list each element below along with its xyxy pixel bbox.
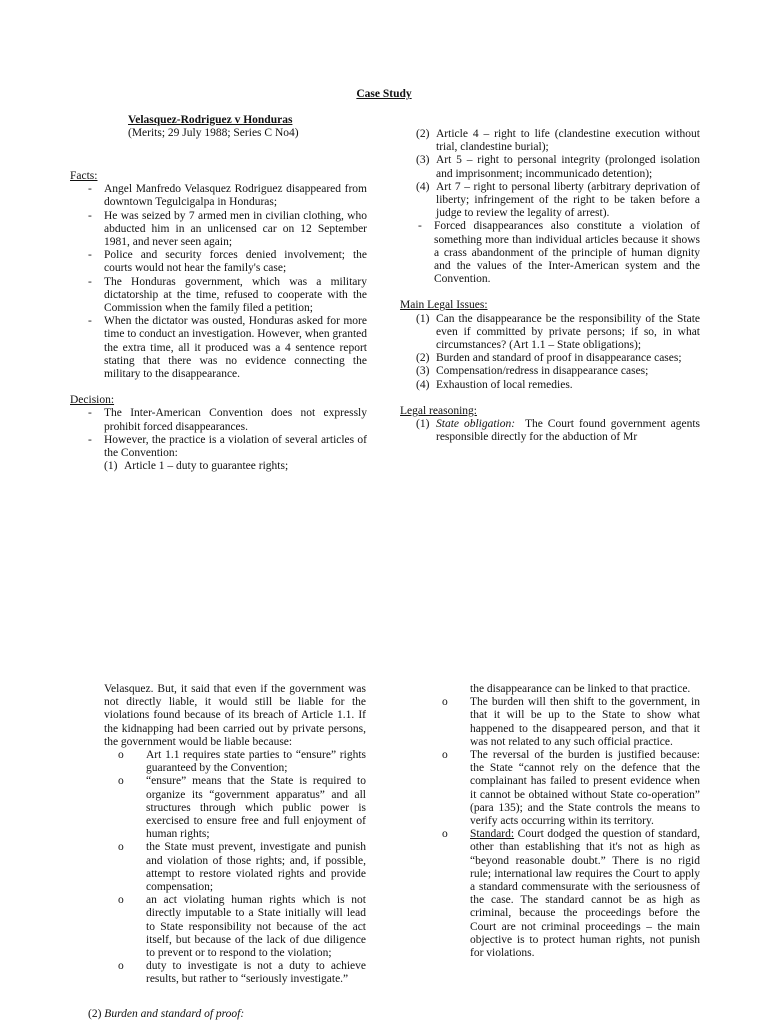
list-item: o an act violating human rights which is not directly imputable to a State initially will lead to State responsibility not because of the act itself, but because of the lack of due diligence to prevent or to respond to the violation; (100, 894, 366, 960)
list-item: - Forced disappearances also constitute a violation of something more than individual articles because it shows a crass abandonment of the principle of human dignity and the values of the Inter-American system and the Convention. (400, 220, 700, 286)
page-title: Case Study (356, 88, 412, 100)
decision-sub-list (70, 460, 367, 473)
legal-reasoning-list (400, 418, 700, 444)
case-citation: (Merits; 29 July 1988; Series C No4) (128, 127, 299, 140)
list-item: (4) Exhaustion of local remedies. (416, 378, 573, 391)
list-item: - The Honduras government, which was a military dictatorship at the time, refused to cooperate with the Commission when the family filed a petition; (70, 276, 367, 316)
ensure-list (100, 749, 366, 987)
list-item: (3) Art 5 – right to personal integrity (prolonged isolation and imprisonment; incommunicado detention); (416, 154, 700, 180)
facts-list (70, 183, 367, 381)
state-obligation-label: State obligation: (436, 418, 516, 431)
list-item: - Angel Manfredo Velasquez Rodriguez disappeared from downtown Tegulcigalpa in Honduras; (70, 183, 367, 209)
right-dash-list (400, 220, 700, 286)
facts-heading: Facts: (70, 170, 98, 182)
list-item: (1) Can the disappearance be the responsibility of the State even if committed by private persons; if so, in what circumstances? (Art 1.1 – State obligations); (416, 312, 700, 352)
continued-text: the disappearance can be linked to that practice. (470, 683, 691, 695)
list-item: o Standard: Court dodged the question of standard, other than establishing that it's not as high as “beyond reasonable doubt.” There is no rigid rule; international law requires the Court to apply a standard commensurate with the seriousness of the case. The standard cannot be as high as criminal, because the proceedings before the Court are not criminal proceedings – the main objective is to protect human rights, not punish for violations. (424, 828, 700, 960)
standard-label: Standard: (470, 828, 515, 841)
list-item: (3) Compensation/redress in disappearance cases; (416, 365, 649, 378)
list-item: - Police and security forces denied involvement; the courts would not hear the family's case; (70, 249, 367, 275)
decision-list (70, 407, 367, 460)
left-column-page2 (104, 683, 366, 987)
case-header (128, 114, 328, 140)
legal-reasoning-heading: Legal reasoning: (400, 404, 477, 417)
list-item: o The reversal of the burden is justified because: the State “cannot rely on the defence that the complainant has failed to present evidence when it cannot be obtained without State co-operation” (para 135); and the State controls the means to verify acts occurring within its territory. (424, 749, 700, 828)
list-item: o Art 1.1 requires state parties to “ensure” rights guaranteed by the Convention; (100, 749, 366, 775)
intro-paragraph: Velasquez. But, it said that even if the government was not directly liable, it would still be liable for the violations found because of its breach of Article 1.1. If the kidnapping had been carried out by private persons, the government would be liable because: (104, 683, 366, 748)
list-item: o the State must prevent, investigate and punish and violation of those rights; and, if possible, attempt to restore violated rights and provide compensation; (100, 841, 366, 894)
list-item: (4) Art 7 – right to personal liberty (arbitrary deprivation of liberty; infringement of the right to be taken before a judge to review the legality of arrest). (416, 180, 700, 220)
list-item: (1) State obligation: The Court found government agents responsible directly for the abduction of Mr (416, 418, 700, 444)
list-item: - The Inter-American Convention does not expressly prohibit forced disappearances. (70, 407, 367, 433)
list-item: (2) Article 4 – right to life (clandestine execution without trial, clandestine burial); (416, 128, 700, 154)
case-name: Velasquez-Rodriguez v Honduras (128, 114, 293, 126)
list-item: - When the dictator was ousted, Honduras asked for more time to conduct an investigation. However, when granted the extra time, all it produced was a 4 sentence report stating that there was no evidence connecting the military to the disappearance. (70, 315, 367, 381)
list-item: o duty to investigate is not a duty to achieve results, but rather to “seriously investigate.” (100, 960, 366, 986)
list-item: o “ensure” means that the State is required to organize its “government apparatus” and all structures through which public power is exercised to ensure free and full enjoyment of human rights; (100, 775, 366, 841)
articles-list (400, 128, 700, 220)
list-item: o The burden will then shift to the government, in that it will be up to the State to show what happened to the disappeared person, and that it was not related to any such official practice. (424, 696, 700, 749)
list-item: - He was seized by 7 armed men in civilian clothing, who abducted him in an unlicensed car on 12 September 1981, and never seen again; (70, 210, 367, 250)
right-column-page2 (424, 683, 700, 960)
legal-issues-heading: Main Legal Issues: (400, 299, 488, 312)
list-item-text: However, the practice is a violation of several articles of the Convention: (104, 433, 367, 460)
burden-list (424, 696, 700, 960)
left-column-page1 (70, 170, 367, 473)
list-item (70, 434, 367, 460)
legal-issues-list (400, 313, 700, 392)
list-item: (1) Article 1 – duty to guarantee rights; (104, 460, 289, 473)
burden-heading: (2) Burden and standard of proof: (88, 1008, 245, 1020)
right-column-page1 (400, 128, 700, 444)
decision-heading: Decision: (70, 394, 115, 407)
list-item: (2) Burden and standard of proof in disappearance cases; (416, 352, 682, 365)
